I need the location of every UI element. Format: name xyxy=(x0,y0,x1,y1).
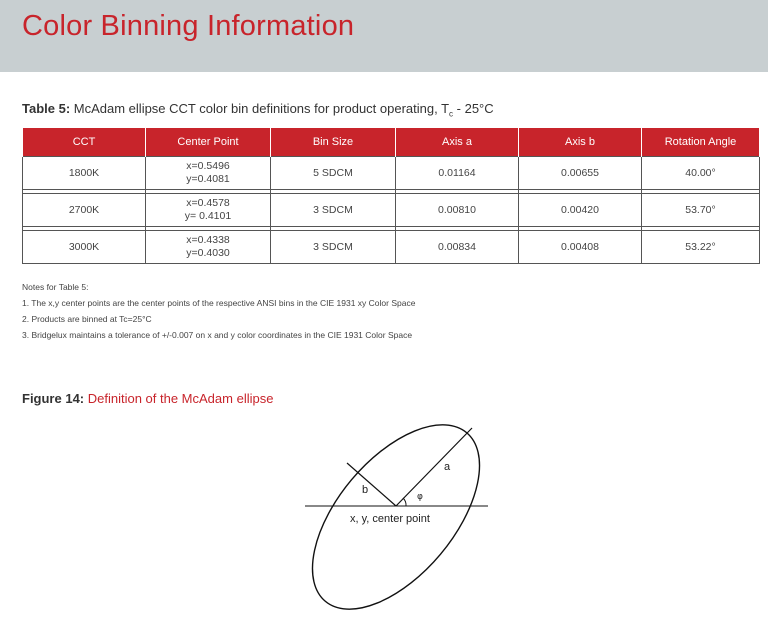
cell-bin-size: 5 SDCM xyxy=(271,157,396,190)
figure-caption-label: Figure 14: xyxy=(22,391,85,406)
note-item: 3. Bridgelux maintains a tolerance of +/-0.007 on x and y color coordinates in the CIE 1931 Color Space xyxy=(22,330,413,340)
color-bin-table xyxy=(22,127,760,264)
cell-bin-size: 3 SDCM xyxy=(271,194,396,227)
cell-axis-b: 0.00655 xyxy=(519,157,642,190)
cell-rotation-angle: 53.22° xyxy=(642,231,760,264)
table-row xyxy=(23,194,760,227)
cell-rotation-angle: 53.70° xyxy=(642,194,760,227)
header-axis-a: Axis a xyxy=(396,128,519,157)
label-phi: φ xyxy=(417,492,423,502)
note-item: 1. The x,y center points are the center points of the respective ANSI bins in the CIE 1931 xy Color Space xyxy=(22,298,416,308)
figure-caption-title: Definition of the McAdam ellipse xyxy=(84,391,274,406)
minor-axis-line xyxy=(347,463,396,506)
header-center-point: Center Point xyxy=(146,128,271,157)
page-header xyxy=(0,0,768,72)
cell-center-point xyxy=(146,194,271,227)
cell-axis-a: 0.00810 xyxy=(396,194,519,227)
table-row xyxy=(23,231,760,264)
cell-center-x: x=0.5496 xyxy=(186,160,230,172)
cell-axis-b: 0.00420 xyxy=(519,194,642,227)
label-b: b xyxy=(362,484,369,496)
cell-center-x: x=0.4338 xyxy=(186,234,230,246)
cell-center-point xyxy=(146,157,271,190)
cell-rotation-angle: 40.00° xyxy=(642,157,760,190)
cell-bin-size: 3 SDCM xyxy=(271,231,396,264)
table-row xyxy=(23,157,760,190)
table-notes xyxy=(22,279,415,343)
cell-center-point xyxy=(146,231,271,264)
mcadam-ellipse-figure xyxy=(300,415,495,615)
label-a: a xyxy=(444,461,451,473)
major-axis-line xyxy=(396,428,472,506)
label-center-point: x, y, center point xyxy=(350,513,430,525)
table-caption xyxy=(22,101,494,119)
header-cct: CCT xyxy=(23,128,146,157)
cell-center-y: y= 0.4101 xyxy=(184,210,232,222)
cell-axis-a: 0.01164 xyxy=(396,157,519,190)
note-item: 2. Products are binned at Tc=25°C xyxy=(22,314,152,324)
table-caption-subscript: c xyxy=(449,109,454,119)
table-caption-label: Table 5: xyxy=(22,101,71,116)
figure-caption xyxy=(22,391,273,406)
cell-axis-a: 0.00834 xyxy=(396,231,519,264)
table-caption-text: McAdam ellipse CCT color bin definitions for product operating, T xyxy=(70,101,450,116)
notes-title: Notes for Table 5: xyxy=(22,282,89,292)
table-header-row xyxy=(23,128,760,157)
mcadam-ellipse-diagram xyxy=(300,415,495,615)
cell-center-y: y=0.4081 xyxy=(186,173,230,185)
cell-axis-b: 0.00408 xyxy=(519,231,642,264)
header-axis-b: Axis b xyxy=(519,128,642,157)
cell-cct: 2700K xyxy=(23,194,146,227)
page-title: Color Binning Information xyxy=(22,10,355,42)
cell-cct: 3000K xyxy=(23,231,146,264)
cell-center-y: y=0.4030 xyxy=(186,247,230,259)
table-caption-text-post: - 25°C xyxy=(453,101,494,116)
header-rotation-angle: Rotation Angle xyxy=(642,128,760,157)
cell-center-x: x=0.4578 xyxy=(186,197,230,209)
cell-cct: 1800K xyxy=(23,157,146,190)
header-bin-size: Bin Size xyxy=(271,128,396,157)
rotation-angle-arc xyxy=(403,498,406,506)
